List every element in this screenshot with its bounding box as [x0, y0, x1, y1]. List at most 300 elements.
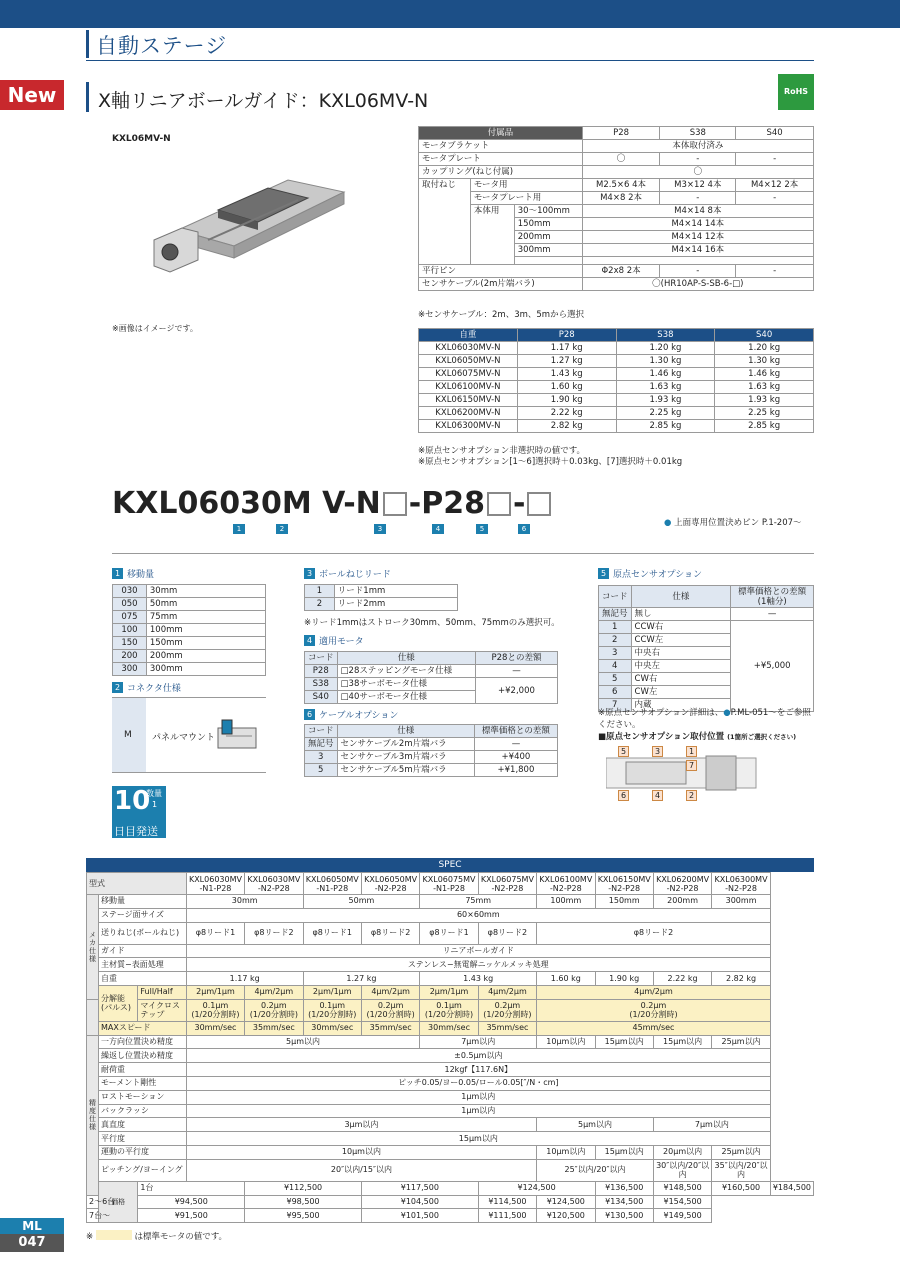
travel-row	[113, 637, 266, 650]
part-number	[112, 486, 553, 521]
text-cell: P28との差額	[475, 652, 557, 665]
text-cell: コード	[599, 586, 632, 608]
text-cell: 無し	[631, 608, 731, 621]
text-cell: 35mm/sec	[361, 1021, 419, 1035]
text-cell: ¥94,500	[138, 1195, 245, 1209]
text-cell: KXL06030MV	[188, 874, 242, 884]
text-cell: -N2-P28	[374, 883, 407, 893]
sensor-table	[598, 585, 814, 712]
ship-badge	[112, 786, 166, 838]
text-cell: 10μm以内	[537, 1035, 595, 1049]
text-cell: 中央左	[631, 660, 731, 673]
text-cell: 2μm/1μm	[186, 985, 244, 999]
text-cell: ¥111,500	[478, 1209, 536, 1223]
text-cell: 45mm/sec	[537, 1021, 771, 1035]
pn-v: V	[322, 486, 344, 521]
page-section: ML	[0, 1218, 64, 1234]
text-cell: 移動量	[127, 570, 155, 580]
weight-row	[419, 407, 814, 420]
acc-cell: M4×8 2本	[582, 192, 660, 205]
text-cell: 3	[599, 647, 632, 660]
text-cell: (1/20分割時)	[191, 1010, 240, 1020]
acc-cell: M4×14 12本	[582, 231, 813, 244]
acc-cell: -	[660, 153, 736, 166]
text-cell: MAXスピード	[99, 1021, 187, 1035]
text-cell: 1	[305, 585, 335, 598]
text-cell: φ8リード2	[245, 922, 303, 944]
text-cell: +¥400	[474, 751, 557, 764]
text-cell: リニアボールガイド	[186, 944, 770, 958]
acc-cell: 〇(HR10AP-S-SB-6-□)	[582, 278, 813, 291]
part-rule	[112, 553, 814, 554]
text-cell: 1μm以内	[186, 1104, 770, 1118]
text-cell: ¥130,500	[595, 1209, 653, 1223]
text-cell: (1/20分割時)	[249, 1010, 298, 1020]
acc-cell: M3×12 4本	[660, 179, 736, 192]
weight-cell: 2.85 kg	[715, 420, 814, 433]
text-cell: ロストモーション	[99, 1090, 187, 1104]
product-image	[148, 160, 348, 290]
text-cell: 1.27 kg	[303, 972, 420, 986]
text-cell: (1/20分割時)	[424, 1010, 474, 1020]
text-cell: ケーブルオプション	[319, 711, 399, 721]
text-cell: 2μm/1μm	[420, 985, 478, 999]
weight-cell: 1.27 kg	[517, 355, 616, 368]
weight-cell: 2.85 kg	[616, 420, 715, 433]
weight-cell: KXL06200MV-N	[419, 407, 518, 420]
text-cell: 2μm/1μm	[303, 985, 361, 999]
text-cell: KXL06050MV	[305, 874, 359, 884]
sensor-note	[598, 706, 818, 730]
text-cell: KXL06100MV	[539, 874, 593, 884]
weight-cell: 1.20 kg	[616, 342, 715, 355]
section-5-title	[598, 567, 702, 580]
text-cell: +¥1,800	[474, 764, 557, 777]
text-cell: KXL06075MV	[422, 874, 476, 884]
text-cell: ¥154,500	[653, 1195, 711, 1209]
text-cell: φ8リード1	[303, 922, 361, 944]
text-cell: 3	[304, 568, 315, 579]
text-cell: 1	[599, 621, 632, 634]
travel-row	[113, 585, 266, 598]
text-cell: バックラッシ	[99, 1104, 187, 1118]
acc-cell: センサケーブル(2m片端バラ)	[419, 278, 583, 291]
lead-note: ※リード1mmはストローク30mm、50mm、75mmのみ選択可。	[304, 618, 560, 628]
text-cell: センサケーブル5m片端バラ	[337, 764, 474, 777]
text-cell: (1/20分割時)	[483, 1010, 532, 1020]
text-cell: 60×60mm	[186, 908, 770, 922]
text-cell: 2	[599, 634, 632, 647]
pn-tag: 1	[233, 524, 245, 534]
spec-table	[86, 872, 814, 1223]
weight-cell: KXL06100MV-N	[419, 381, 518, 394]
pn-box	[383, 492, 407, 516]
acc-cell: カップリング(ねじ付属)	[419, 166, 583, 179]
sensor-position-diagram	[606, 744, 762, 802]
weight-cell: 1.43 kg	[517, 368, 616, 381]
text-cell: (1箇所ご選択ください)	[727, 733, 797, 741]
text-cell: 価格	[99, 1181, 138, 1222]
weight-cell: 2.22 kg	[517, 407, 616, 420]
text-cell: 5	[598, 568, 609, 579]
acc-cell: M2.5×6 4本	[582, 179, 660, 192]
section-3-title	[304, 567, 391, 580]
text-cell: 7台〜	[87, 1209, 138, 1223]
text-cell: コード	[305, 725, 338, 738]
text-cell: -N1-P28	[316, 883, 349, 893]
weight-cell: 1.46 kg	[616, 368, 715, 381]
text-cell: 4	[599, 660, 632, 673]
text-cell: モーメント剛性	[99, 1076, 187, 1090]
acc-cell: -	[736, 265, 814, 278]
text-cell: ¥117,500	[361, 1181, 478, 1195]
section-4-title	[304, 634, 364, 647]
acc-cell: 300mm	[514, 244, 582, 257]
acc-cell: M4×14 14本	[582, 218, 813, 231]
text-cell: ¥149,500	[653, 1209, 711, 1223]
weight-row	[419, 394, 814, 407]
text-cell: 1.17 kg	[186, 972, 303, 986]
weight-cell: 1.90 kg	[517, 394, 616, 407]
text-cell: 分解能(パルス)	[99, 985, 138, 1021]
text-cell: +¥2,000	[475, 678, 557, 704]
text-cell: 10μm以内	[537, 1145, 595, 1159]
connector-desc: パネルマウント	[152, 733, 216, 743]
text-cell: 1	[152, 800, 158, 809]
text-cell: 10μm以内	[186, 1145, 536, 1159]
spec-type-label: 型式	[87, 873, 187, 895]
sensor-pos-tag: 2	[686, 790, 697, 801]
travel-cell: 150mm	[146, 637, 265, 650]
text-cell: 5μm以内	[186, 1035, 420, 1049]
text-cell: 0.1μm	[202, 1001, 229, 1011]
travel-row	[113, 624, 266, 637]
text-cell: 中央右	[631, 647, 731, 660]
pn-dash: -	[512, 486, 526, 521]
text-cell: 30mm/sec	[303, 1021, 361, 1035]
image-note: ※画像はイメージです。	[112, 324, 198, 333]
connector-code: M	[124, 730, 132, 740]
weight-table	[418, 328, 814, 433]
text-cell: 2	[305, 598, 335, 611]
acc-cell: 本体取付済み	[582, 140, 813, 153]
arrow-icon: ●	[664, 518, 672, 528]
section-2-title	[112, 681, 181, 694]
acc-cell: モータプレート	[419, 153, 583, 166]
travel-row	[113, 650, 266, 663]
travel-row	[113, 598, 266, 611]
text-cell: CW左	[631, 686, 731, 699]
acc-cell: モータプレート用	[470, 192, 582, 205]
acc-cell: M4×14 8本	[582, 205, 813, 218]
text-cell: コード	[305, 652, 338, 665]
text-cell: ボールねじリード	[319, 570, 391, 580]
text-cell: 0.2μm	[494, 1001, 521, 1011]
text-cell: 運動の平行度	[99, 1145, 187, 1159]
text-cell: 1.90 kg	[595, 972, 653, 986]
text-cell: ±0.5μm以内	[186, 1049, 770, 1063]
weight-cell: 1.20 kg	[715, 342, 814, 355]
text-cell: ¥98,500	[245, 1195, 362, 1209]
weight-cell: 1.46 kg	[715, 368, 814, 381]
text-cell: 5	[599, 673, 632, 686]
acc-cell: -	[736, 192, 814, 205]
text-cell: -N1-P28	[199, 883, 232, 893]
text-cell: KXL06200MV	[656, 874, 710, 884]
text-cell: 仕様	[631, 586, 731, 608]
text-cell: 150mm	[595, 895, 653, 909]
text-cell: 12kgf【117.6N】	[186, 1063, 770, 1077]
text-cell: KXL06050MV	[364, 874, 418, 884]
weight-cell: KXL06050MV-N	[419, 355, 518, 368]
text-cell: 仕様	[337, 725, 474, 738]
text-cell: ピッチング/ヨーイング	[99, 1159, 187, 1181]
text-cell: 内蔵	[631, 699, 731, 712]
pn-n: -N	[343, 486, 381, 521]
acc-cell: 150mm	[514, 218, 582, 231]
weight-cell: 1.30 kg	[715, 355, 814, 368]
cable-table	[304, 724, 558, 777]
weight-cell: 1.17 kg	[517, 342, 616, 355]
accessories-table	[418, 126, 814, 291]
text-cell: 35mm/sec	[478, 1021, 536, 1035]
text-cell: 4μm/2μm	[245, 985, 303, 999]
travel-cell: 30mm	[146, 585, 265, 598]
text-cell: ¥124,500	[478, 1181, 595, 1195]
product-title: X軸リニアボールガイド：KXL06MV-N	[98, 90, 429, 112]
section-6-title	[304, 708, 398, 721]
text-cell: φ8リード1	[186, 922, 244, 944]
text-cell: P.ML-051〜をご参照	[730, 708, 811, 718]
text-cell: -N2-P28	[549, 883, 582, 893]
text-cell: 0.1μm	[319, 1001, 346, 1011]
text-cell: 6	[304, 709, 315, 720]
text-cell: 0.2μm	[261, 1001, 287, 1011]
text-cell: 標準価格との差額 (1軸分)	[731, 586, 814, 608]
text-cell: ください。	[598, 720, 641, 730]
weight-cell: KXL06030MV-N	[419, 342, 518, 355]
lead-table	[304, 584, 458, 611]
travel-cell: 150	[113, 637, 147, 650]
text-cell: KXL06075MV	[480, 874, 534, 884]
weight-cell: 2.25 kg	[715, 407, 814, 420]
travel-cell: 200mm	[146, 650, 265, 663]
text-cell: 1.43 kg	[420, 972, 537, 986]
text-cell: P28	[305, 665, 338, 678]
weight-row	[419, 368, 814, 381]
text-cell: 15μm以内	[595, 1035, 653, 1049]
text-cell: 主材質−表面処理	[99, 958, 187, 972]
text-cell: 4μm/2μm	[478, 985, 536, 999]
text-cell: 送りねじ(ボールねじ)	[99, 922, 187, 944]
connector-box	[112, 697, 266, 773]
text-cell: 10	[114, 786, 151, 816]
text-cell: 5μm以内	[537, 1118, 654, 1132]
text-cell: +¥5,000	[731, 621, 814, 712]
text-cell: ¥134,500	[595, 1195, 653, 1209]
text-cell: 75mm	[420, 895, 537, 909]
section-1-title	[112, 567, 154, 580]
text-cell: 30mm/sec	[420, 1021, 478, 1035]
weight-header: P28	[517, 329, 616, 342]
text-cell: 4	[304, 635, 315, 646]
text-cell: -N2-P28	[608, 883, 641, 893]
text-cell: —	[474, 738, 557, 751]
text-cell: ¥95,500	[245, 1209, 362, 1223]
text-cell: 25μm以内	[712, 1145, 771, 1159]
text-cell: ¥101,500	[361, 1209, 478, 1223]
weight-note: ※原点センサオプション[1〜6]選択時＋0.03kg、[7]選択時＋0.01kg	[418, 457, 683, 467]
spec-footnote	[86, 1230, 227, 1242]
text-cell: φ8リード2	[478, 922, 536, 944]
text-cell: φ8リード2	[537, 922, 771, 944]
weight-cell: 1.63 kg	[616, 381, 715, 394]
text-cell: 0.1μm	[436, 1001, 462, 1011]
weight-cell: 2.82 kg	[517, 420, 616, 433]
text-cell: Full/Half	[138, 985, 186, 999]
text-cell: ¥160,500	[712, 1181, 771, 1195]
text-cell: 繰返し位置決め精度	[99, 1049, 187, 1063]
text-cell: センサケーブル3m片端バラ	[337, 751, 474, 764]
text-cell: ¥120,500	[537, 1209, 595, 1223]
text-cell: φ8リード2	[361, 922, 419, 944]
text-cell: 自重	[99, 972, 187, 986]
text-cell: S40	[305, 691, 338, 704]
travel-row	[113, 663, 266, 676]
cable-note: ※センサケーブル：2m、3m、5mから選択	[418, 310, 585, 320]
text-cell: KXL06030MV	[247, 874, 301, 884]
text-cell: ¥184,500	[770, 1181, 813, 1195]
text-cell: -N2-P28	[725, 883, 757, 893]
acc-cell: -	[736, 153, 814, 166]
acc-cell: 〇	[582, 166, 813, 179]
text-cell: □40サーボモータ仕様	[337, 691, 475, 704]
acc-cell: モータブラケット	[419, 140, 583, 153]
pn-box	[487, 492, 511, 516]
text-cell: 20μm以内	[653, 1145, 711, 1159]
text-cell: 25″以内/20″以内	[537, 1159, 654, 1181]
travel-row	[113, 611, 266, 624]
text-cell: 1	[112, 568, 123, 579]
travel-cell: 75mm	[146, 611, 265, 624]
weight-cell: KXL06300MV-N	[419, 420, 518, 433]
weight-note: ※原点センサオプション非選択時の値です。	[418, 446, 586, 456]
text-cell: ※	[86, 1232, 94, 1242]
text-cell: ¥104,500	[361, 1195, 478, 1209]
pn-tag: 5	[476, 524, 488, 534]
text-cell: S38	[305, 678, 338, 691]
pn-ref-link[interactable]	[664, 516, 802, 528]
travel-cell: 100	[113, 624, 147, 637]
text-cell: ステンレス−無電解ニッケルメッキ処理	[186, 958, 770, 972]
text-cell: センサケーブル2m片端バラ	[337, 738, 474, 751]
acc-header: S40	[736, 127, 814, 140]
text-cell: φ8リード1	[420, 922, 478, 944]
text-cell: ¥124,500	[537, 1195, 595, 1209]
sensor-pos-tag: 3	[652, 746, 663, 757]
text-cell: 0.2μm	[640, 1001, 667, 1011]
text-cell: 2	[112, 682, 123, 693]
sensor-pos-tag: 5	[618, 746, 629, 757]
pn-box	[527, 492, 551, 516]
product-label: KXL06MV-N	[112, 134, 171, 144]
weight-row	[419, 381, 814, 394]
weight-header: S40	[715, 329, 814, 342]
text-cell: □38サーボモータ仕様	[337, 678, 475, 691]
text-cell: 耐荷重	[99, 1063, 187, 1077]
text-cell: CCW右	[631, 621, 731, 634]
text-cell: (1/20分割時)	[308, 1010, 357, 1020]
pn-ref-text: 上面専用位置決めピン P.1-207〜	[674, 518, 802, 528]
weight-header: 自重	[419, 329, 518, 342]
text-cell: 3μm以内	[186, 1118, 536, 1132]
acc-header: 付属品	[419, 127, 583, 140]
text-cell: —	[731, 608, 814, 621]
travel-cell: 100mm	[146, 624, 265, 637]
text-cell: 7μm以内	[653, 1118, 770, 1132]
text-cell: 仕様	[337, 652, 475, 665]
acc-cell: M4×14 16本	[582, 244, 813, 257]
travel-cell: 300mm	[146, 663, 265, 676]
text-cell: 1台	[138, 1181, 245, 1195]
text-cell: KXL06150MV	[597, 874, 651, 884]
text-cell: 2.22 kg	[653, 972, 711, 986]
sensor-pos-tag: 1	[686, 746, 697, 757]
pn-base: KXL06030M	[112, 486, 312, 521]
text-cell: 2〜6台	[87, 1195, 138, 1209]
new-badge: New	[0, 80, 64, 110]
text-cell: □28ステッピングモータ仕様	[337, 665, 475, 678]
travel-cell: 075	[113, 611, 147, 624]
text-cell: 30″以内/20″以内	[653, 1159, 711, 1181]
text-cell: 標準価格との差額	[474, 725, 557, 738]
text-cell: 0.2μm	[377, 1001, 404, 1011]
text-cell: 7	[599, 699, 632, 712]
text-cell: リード2mm	[334, 598, 457, 611]
text-cell: 無記号	[599, 608, 632, 621]
travel-cell: 050	[113, 598, 147, 611]
travel-table	[112, 584, 266, 676]
text-cell: 1μm以内	[186, 1090, 770, 1104]
travel-cell: 50mm	[146, 598, 265, 611]
acc-header: S38	[660, 127, 736, 140]
text-cell: (1/20分割時)	[366, 1010, 415, 1020]
text-cell: 4μm/2μm	[361, 985, 419, 999]
text-cell: 15μm以内	[653, 1035, 711, 1049]
text-cell: 30mm/sec	[186, 1021, 244, 1035]
acc-cell: 本体用	[470, 205, 514, 265]
travel-cell: 200	[113, 650, 147, 663]
acc-cell: 200mm	[514, 231, 582, 244]
acc-cell: 平行ピン	[419, 265, 583, 278]
weight-cell: 2.25 kg	[616, 407, 715, 420]
text-cell: 3	[305, 751, 338, 764]
category-title: 自動ステージ	[96, 34, 228, 58]
pn-tag: 6	[518, 524, 530, 534]
header-rule	[86, 60, 814, 61]
sensor-pos-tag: 4	[652, 790, 663, 801]
panel-mount-icon	[216, 718, 260, 752]
text-cell: 35mm/sec	[245, 1021, 303, 1035]
weight-cell: 1.30 kg	[616, 355, 715, 368]
text-cell: ■原点センサオプション取付位置	[598, 732, 725, 742]
weight-row	[419, 342, 814, 355]
acc-header: P28	[582, 127, 660, 140]
pn-motor: -P28	[408, 486, 485, 521]
acc-cell: 〇	[582, 153, 660, 166]
text-cell: 無記号	[305, 738, 338, 751]
text-cell: マイクロステップ	[138, 999, 186, 1021]
